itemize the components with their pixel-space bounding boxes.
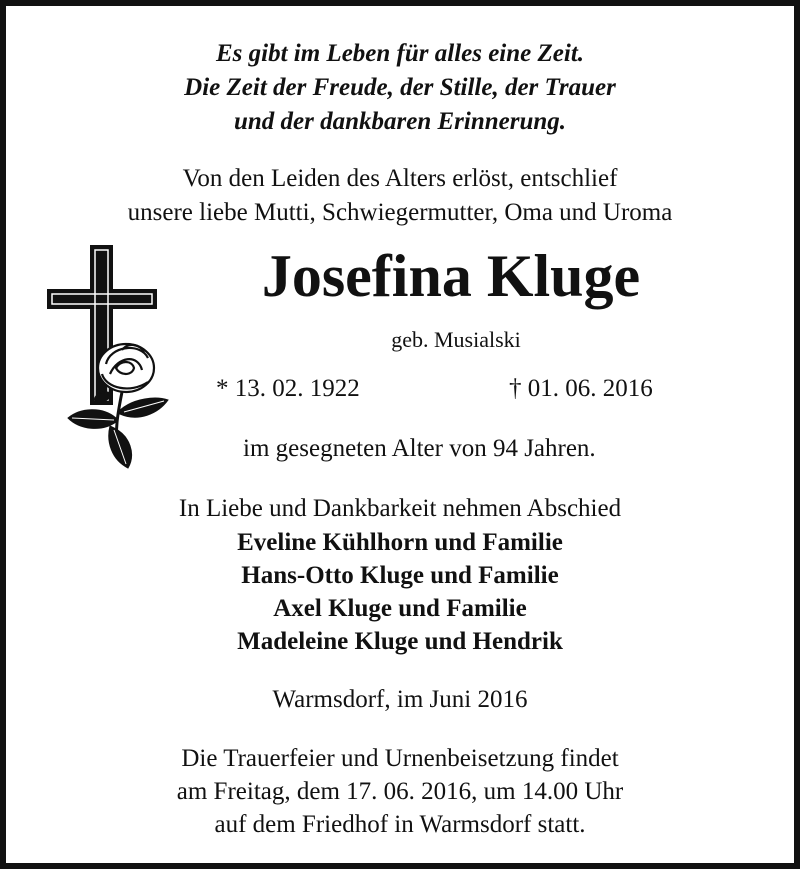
intro-line-1: Von den Leiden des Alters erlöst, entschlief xyxy=(182,165,618,192)
mourner-2: Hans-Otto Kluge und Familie xyxy=(241,562,559,589)
service-line-3: auf dem Friedhof in Warmsdorf statt. xyxy=(214,811,586,838)
motto-line-3: und der dankbaren Erinnerung. xyxy=(233,108,567,135)
mourner-4: Madeleine Kluge und Hendrik xyxy=(237,628,563,655)
mourner-1: Eveline Kühlhorn und Familie xyxy=(237,529,563,556)
motto-line-1: Es gibt im Leben für alles eine Zeit. xyxy=(215,40,585,67)
intro-line-2: unsere liebe Mutti, Schwiegermutter, Oma und Uroma xyxy=(127,199,673,226)
maiden-name: geb. Musialski xyxy=(391,327,521,352)
motto-line-2: Die Zeit der Freude, der Stille, der Trauer xyxy=(184,74,616,101)
birth-date: * 13. 02. 1922 xyxy=(216,375,360,402)
deceased-name: Josefina Kluge xyxy=(261,243,641,309)
mourner-3: Axel Kluge und Familie xyxy=(273,595,527,622)
death-date: † 01. 06. 2016 xyxy=(509,375,653,402)
place-date: Warmsdorf, im Juni 2016 xyxy=(272,686,528,713)
cross-with-rose-icon xyxy=(44,242,174,474)
service-line-2: am Freitag, dem 17. 06. 2016, um 14.00 Uhr xyxy=(176,778,624,805)
service-line-1: Die Trauerfeier und Urnenbeisetzung findet xyxy=(181,745,619,772)
farewell-intro: In Liebe und Dankbarkeit nehmen Abschied xyxy=(178,495,622,522)
age-line: im gesegneten Alter von 94 Jahren. xyxy=(243,435,596,462)
